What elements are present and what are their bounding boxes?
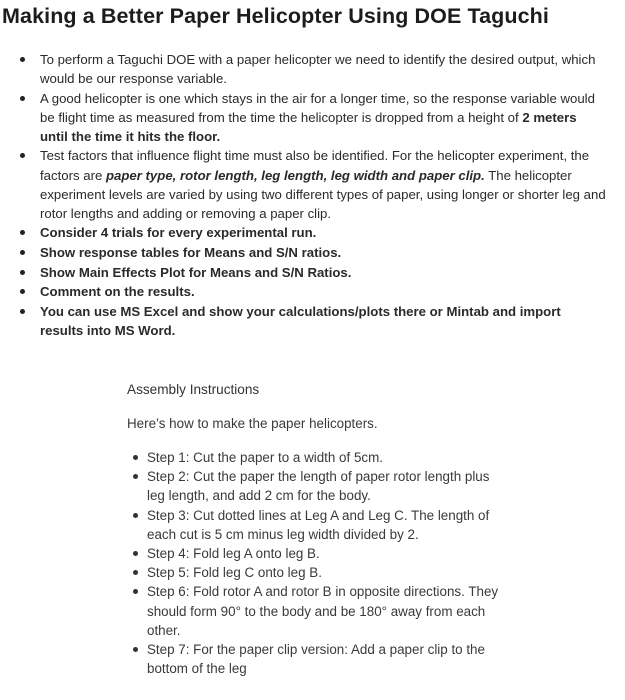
factors-text: paper type, rotor length, leg length, leg width and paper clip. bbox=[105, 167, 485, 183]
assembly-instructions bbox=[127, 381, 507, 678]
bullet-bold-text: Comment on the results. bbox=[40, 284, 195, 300]
bullet-bold-text: Show response tables for Means and S/N ratios. bbox=[40, 244, 342, 260]
list-item bbox=[16, 243, 606, 262]
list-item bbox=[16, 223, 606, 242]
page-title: Making a Better Paper Helicopter Using DOE Taguchi bbox=[2, 4, 549, 28]
bullet-text: Test factors that influence flight time must also be identified. For the helicopter experiment, the factors are bbox=[40, 148, 590, 183]
step-item: Step 7: For the paper clip version: Add a paper clip to the bottom of the leg bbox=[127, 640, 507, 678]
bullet-bold-text: Show Main Effects Plot for Means and S/N Ratios. bbox=[40, 264, 352, 280]
bullet-text: To perform a Taguchi DOE with a paper helicopter we need to identify the desired output, which would be our response variable. bbox=[40, 52, 596, 87]
bullet-text: The helicopter experiment levels are varied by using two different types of paper, using longer or shorter leg and rotor lengths and adding or removing a paper clip. bbox=[40, 167, 606, 221]
bullet-bold-text: 2 meters until the time it hits the floor. bbox=[40, 109, 577, 144]
list-item bbox=[16, 89, 606, 146]
list-item bbox=[16, 282, 606, 301]
list-item bbox=[16, 263, 606, 282]
step-item: Step 6: Fold rotor A and rotor B in opposite directions. They should form 90° to the body and be 180° away from each other. bbox=[127, 582, 507, 640]
assembly-heading: Assembly Instructions bbox=[127, 382, 260, 397]
steps-list bbox=[127, 448, 507, 678]
assembly-intro: Here’s how to make the paper helicopters. bbox=[127, 416, 378, 431]
step-item: Step 1: Cut the paper to a width of 5cm. bbox=[127, 448, 507, 467]
list-item bbox=[16, 146, 606, 222]
step-item: Step 3: Cut dotted lines at Leg A and Leg C. The length of each cut is 5 cm minus leg width divided by 2. bbox=[127, 506, 507, 544]
bullet-bold-text: You can use MS Excel and show your calculations/plots there or Mintab and import results into MS Word. bbox=[40, 303, 561, 338]
requirements-list bbox=[16, 50, 606, 340]
step-item: Step 4: Fold leg A onto leg B. bbox=[127, 544, 507, 563]
bullet-bold-text: Consider 4 trials for every experimental run. bbox=[40, 225, 317, 241]
list-item bbox=[16, 50, 606, 88]
step-item: Step 5: Fold leg C onto leg B. bbox=[127, 563, 507, 582]
step-item: Step 2: Cut the paper the length of paper rotor length plus leg length, and add 2 cm for the body. bbox=[127, 467, 507, 505]
list-item bbox=[16, 302, 606, 340]
bullet-text: A good helicopter is one which stays in the air for a longer time, so the response variable would be flight time as measured from the time the helicopter is dropped from a height of bbox=[40, 90, 595, 125]
